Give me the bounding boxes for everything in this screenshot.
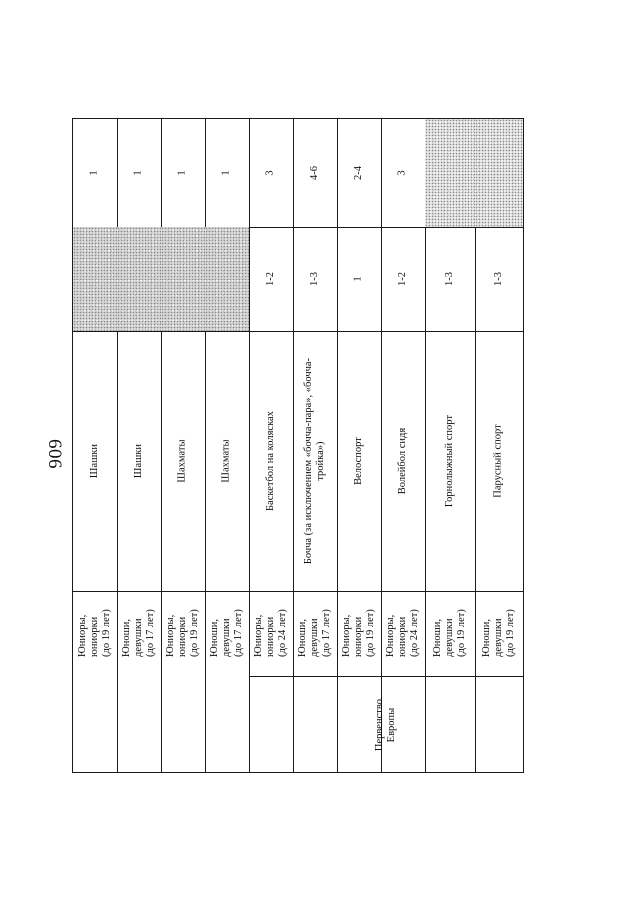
count-value: 1: [132, 170, 144, 176]
age-cell-line: (до 17 лет): [233, 609, 245, 658]
age-cell-line: юниорки: [352, 617, 364, 658]
places-value: 1-3: [308, 272, 320, 286]
age-cell: [381, 591, 425, 676]
age-cell-line: юниорки: [176, 617, 188, 658]
sport-cell-line: Велоспорт: [352, 437, 364, 485]
count-cell: [161, 119, 205, 227]
sport-cell: [73, 331, 117, 591]
sport-cell: [425, 331, 475, 591]
sports-table: [72, 118, 524, 773]
sport-cell-line: Горнолыжный спорт: [443, 414, 455, 508]
age-cell-line: Юниоры,: [384, 615, 396, 658]
sport-cell: [475, 331, 523, 591]
count-value: 2-4: [352, 166, 364, 180]
age-cell: [337, 591, 381, 676]
age-cell-line: Юниоры,: [164, 615, 176, 658]
age-cell-line: (до 19 лет): [365, 609, 377, 658]
count-value: 1: [176, 170, 188, 176]
age-cell-line: Юноши,: [120, 619, 132, 658]
sport-cell: [337, 331, 381, 591]
sport-cell: [205, 331, 249, 591]
age-cell: [249, 591, 293, 676]
age-cell: [161, 591, 205, 676]
sport-cell: [381, 331, 425, 591]
count-cell: [475, 119, 523, 227]
age-cell-line: (до 24 лет): [409, 609, 421, 658]
age-cell: [117, 591, 161, 676]
sport-cell-line: Шахматы: [220, 439, 232, 483]
places-value: 1: [352, 276, 364, 282]
sport-cell-line: Шашки: [88, 443, 100, 479]
age-cell: [425, 591, 475, 676]
age-cell-line: юниорки: [396, 617, 408, 658]
places-cell: [381, 227, 425, 331]
count-value: 4-6: [308, 166, 320, 180]
count-value: 3: [264, 170, 276, 176]
sport-cell: [117, 331, 161, 591]
age-cell-line: (до 19 лет): [101, 609, 113, 658]
places-value: 1-2: [396, 272, 408, 286]
age-cell-line: девушки: [220, 618, 232, 658]
age-cell-line: (до 17 лет): [145, 609, 157, 658]
places-cell: [425, 227, 475, 331]
places-cell: [161, 227, 205, 331]
age-cell-line: Юноши,: [480, 619, 492, 658]
age-cell-line: юниорки: [88, 617, 100, 658]
count-cell: [425, 119, 475, 227]
age-cell-line: Юноши,: [296, 619, 308, 658]
age-cell-line: (до 17 лет): [321, 609, 333, 658]
places-cell: [337, 227, 381, 331]
sport-cell: [161, 331, 205, 591]
age-cell: [73, 591, 117, 676]
age-cell: [205, 591, 249, 676]
count-cell: [205, 119, 249, 227]
age-cell-line: девушки: [443, 618, 455, 658]
count-value: 3: [396, 170, 408, 176]
sport-cell-line: Баскетбол на колясках: [264, 411, 276, 511]
count-cell: [381, 119, 425, 227]
sport-cell: [249, 331, 293, 591]
count-value: 1: [88, 170, 100, 176]
places-cell: [293, 227, 337, 331]
sport-cell-line: Парусный спорт: [492, 424, 504, 498]
event-label: Первенство Европы: [373, 698, 397, 752]
age-cell-line: Юниоры,: [76, 615, 88, 658]
count-cell: [73, 119, 117, 227]
places-value: 1-3: [443, 272, 455, 286]
sport-cell-line: тройка»): [315, 441, 327, 481]
age-cell: [475, 591, 523, 676]
age-cell-line: (до 24 лет): [277, 609, 289, 658]
count-cell: [117, 119, 161, 227]
age-cell-line: Юниоры,: [252, 615, 264, 658]
places-cell: [249, 227, 293, 331]
age-cell-line: юниорки: [264, 617, 276, 658]
age-cell-line: девушки: [492, 618, 504, 658]
sport-cell-line: Бочча (за исключением «бочча-пара», «бочча-: [302, 357, 314, 565]
age-cell-line: (до 19 лет): [189, 609, 201, 658]
age-cell-line: Юноши,: [431, 619, 443, 658]
count-cell: [337, 119, 381, 227]
places-cell: [73, 227, 117, 331]
age-cell-line: Юниоры,: [340, 615, 352, 658]
count-value: 1: [220, 170, 232, 176]
age-cell-line: (до 19 лет): [505, 609, 517, 658]
places-cell: [205, 227, 249, 331]
page-number: 606: [44, 439, 65, 469]
sport-cell-line: Волейбол сидя: [396, 427, 408, 495]
age-cell-line: (до 19 лет): [456, 609, 468, 658]
event-cell: [249, 676, 523, 774]
places-value: 1-2: [264, 272, 276, 286]
age-cell-line: девушки: [132, 618, 144, 658]
sport-cell-line: Шашки: [132, 443, 144, 479]
places-value: 1-3: [492, 272, 504, 286]
count-cell: [293, 119, 337, 227]
sport-cell-line: Шахматы: [176, 439, 188, 483]
places-cell: [117, 227, 161, 331]
count-cell: [249, 119, 293, 227]
places-cell: [475, 227, 523, 331]
age-cell: [293, 591, 337, 676]
age-cell-line: девушки: [308, 618, 320, 658]
age-cell-line: Юноши,: [208, 619, 220, 658]
sport-cell: [293, 331, 337, 591]
